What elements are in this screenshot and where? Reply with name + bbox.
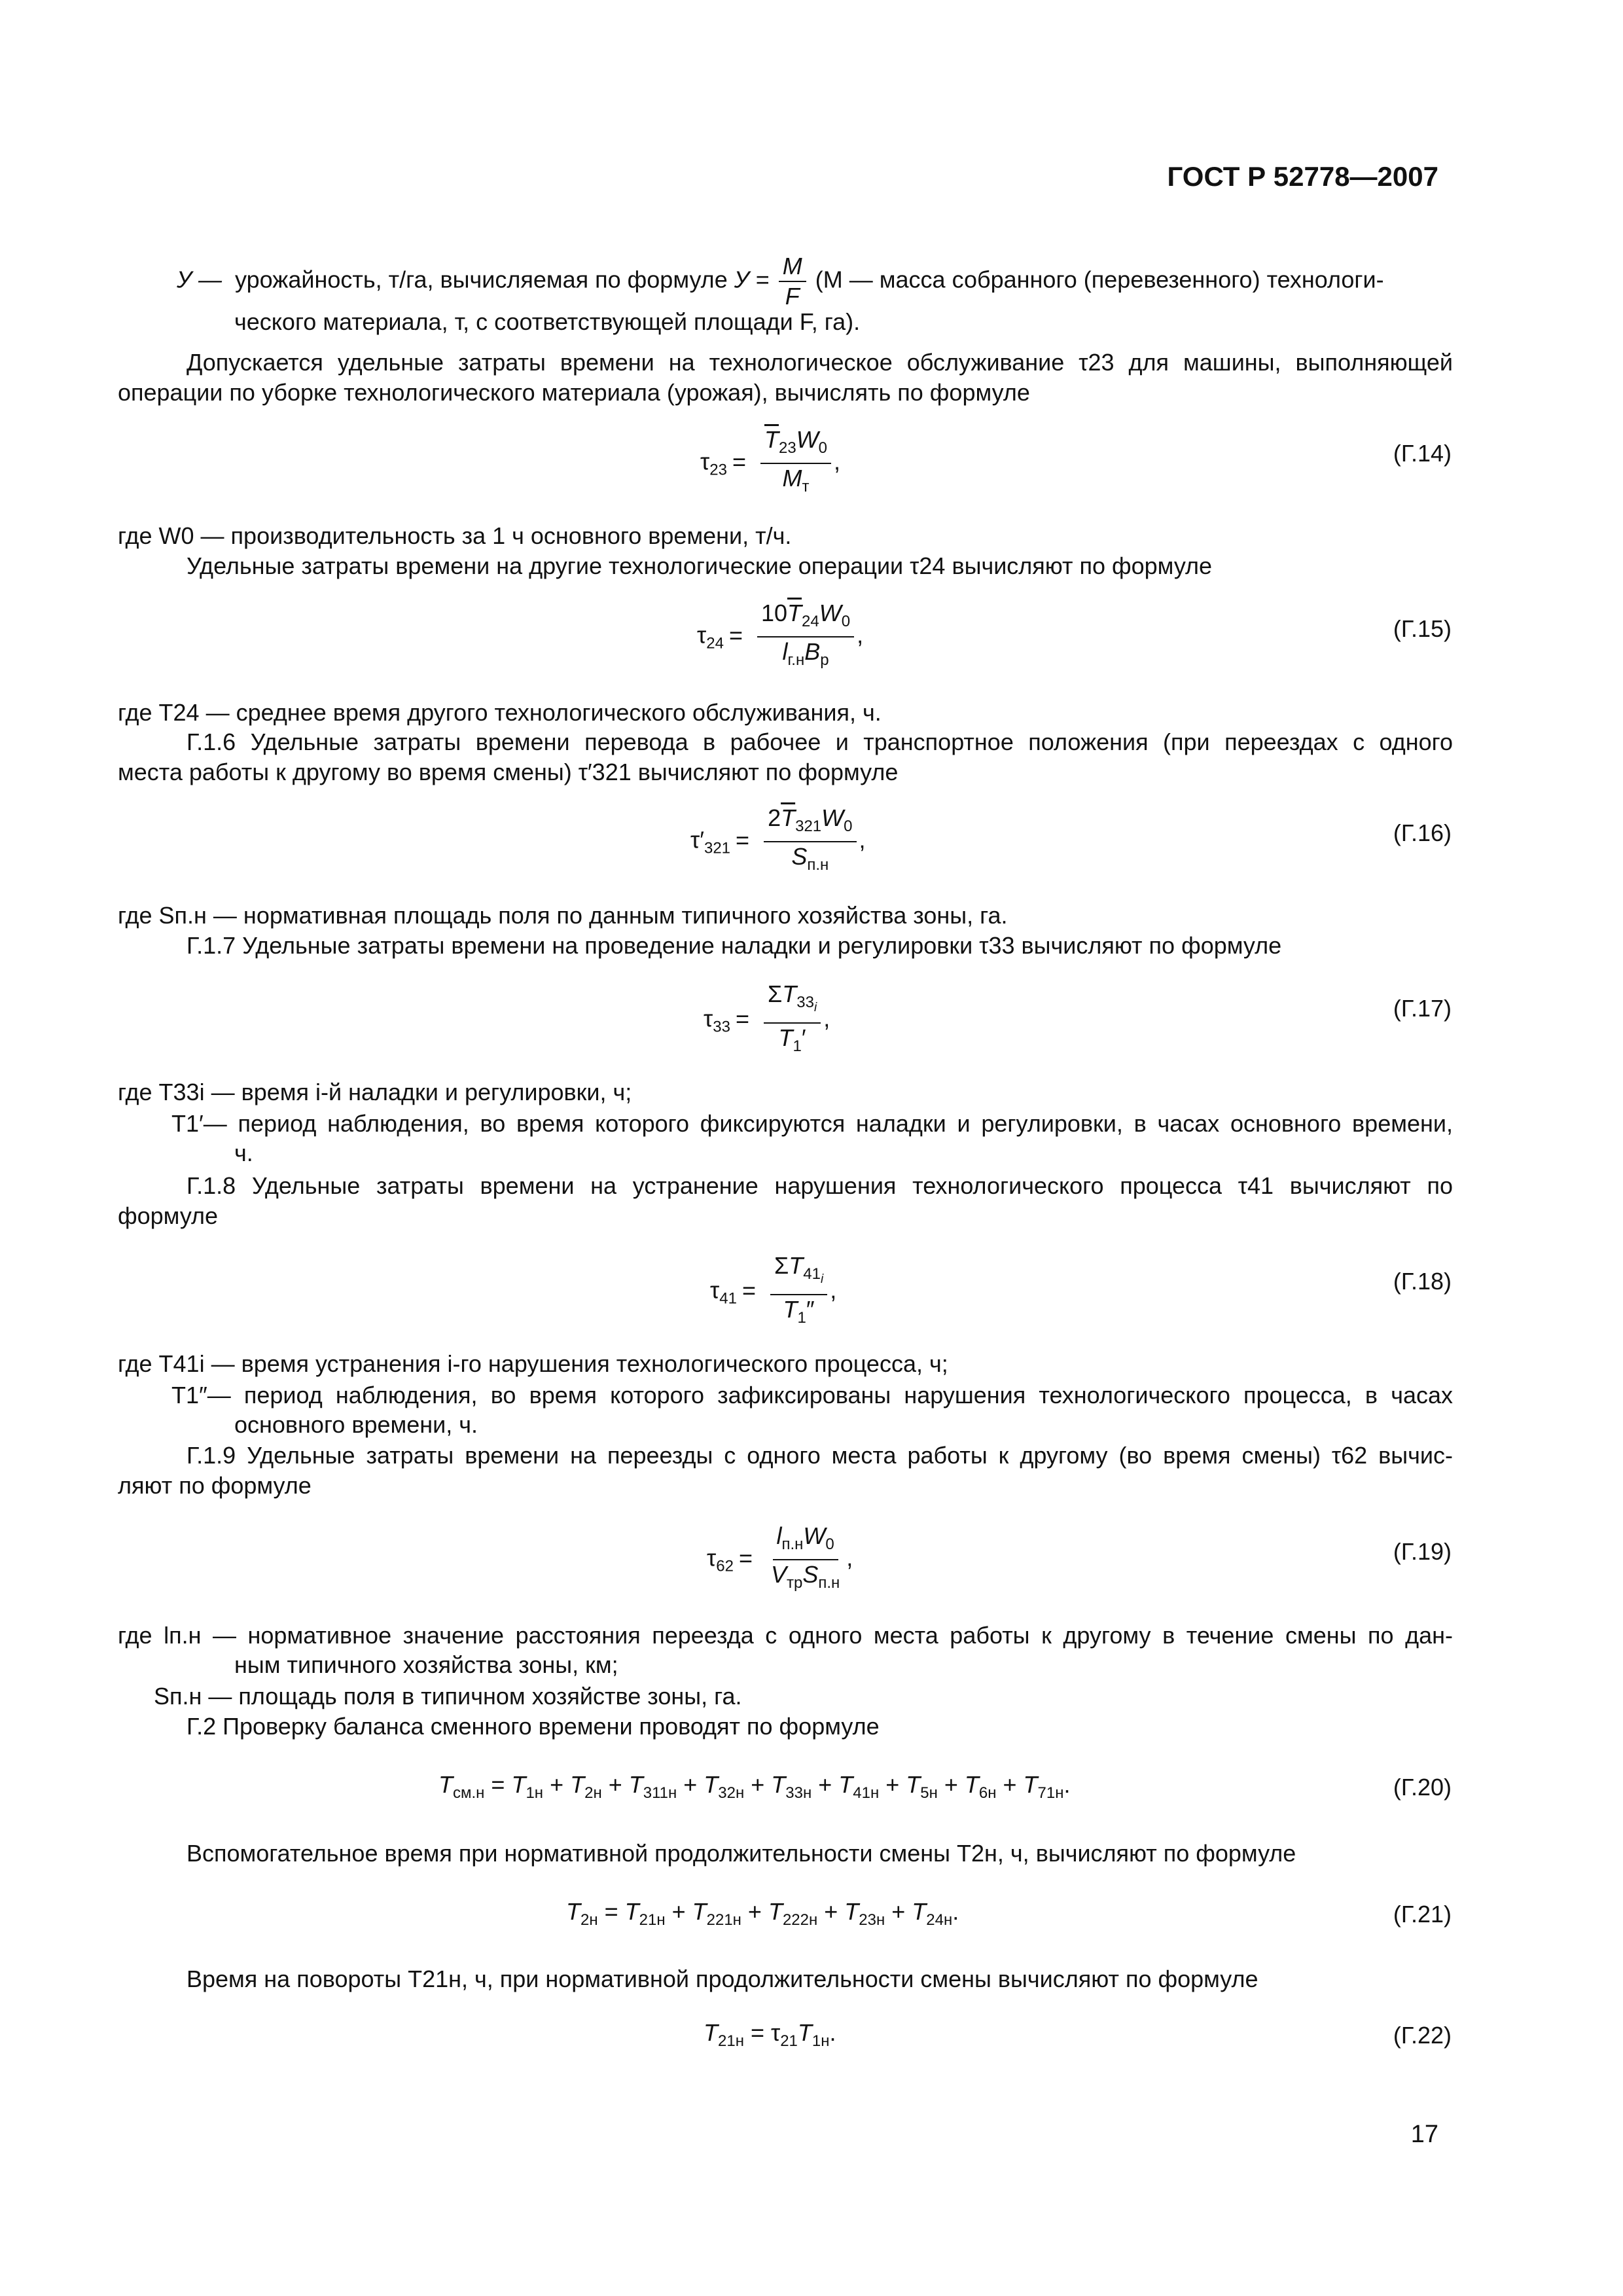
formula-number: (Г.15): [1393, 615, 1452, 642]
paragraph-line: T1′— период наблюдения, во время которого фиксируются наладки и регулировки, в часах основного времени,: [171, 1110, 1453, 1137]
term-y: У —: [177, 266, 223, 293]
formula-g14: $\tau_{23}$ = $\frac{\overline{T}_{23}W_0}{M_т}$ ,: [700, 426, 841, 495]
paragraph-line: ч.: [234, 1139, 253, 1166]
formula-number: (Г.14): [1393, 440, 1452, 467]
paragraph-line: Г.1.8 Удельные затраты времени на устранение нарушения технологического процесса τ41 вычисляют по: [187, 1172, 1453, 1199]
formula-g21: $T_{2н} = T_{21н} + T_{221н} + T_{222н} + T_{23н} + T_{24н}$.: [566, 1898, 959, 1929]
paragraph-line: Г.1.7 Удельные затраты времени на проведение наладки и регулировки τ33 вычисляют по формуле: [187, 932, 1282, 959]
text-fragment: урожайность, т/га, вычисляемая по формуле: [235, 266, 728, 293]
paragraph-line: где lп.н — нормативное значение расстояния переезда с одного места работы к другому в течение смены по дан-: [118, 1622, 1453, 1649]
formula-g22: $T_{21н} = \tau_{21}T_{1н}$.: [704, 2019, 836, 2050]
paragraph-line: ляют по формуле: [118, 1472, 312, 1499]
paragraph-line: Sп.н — площадь поля в типичном хозяйстве зоны, га.: [154, 1683, 742, 1710]
paragraph-line: Г.1.9 Удельные затраты времени на переезды с одного места работы к другому (во время смены) τ62 вычис-: [187, 1442, 1453, 1469]
paragraph-line: Удельные затраты времени на другие технологические операции τ24 вычисляют по формуле: [187, 552, 1213, 579]
formula-g15: $\tau_{24}$ = $\frac{10\overline{T}_{24}W_0}{l_{г.н}B_р}$ ,: [697, 600, 864, 669]
text-fragment: (М — масса собранного (перевезенного) технологи-: [815, 266, 1384, 293]
paragraph-line: где Sп.н — нормативная площадь поля по данным типичного хозяйства зоны, га.: [118, 902, 1008, 929]
paragraph-line: места работы к другому во время смены) τ′321 вычисляют по формуле: [118, 759, 899, 785]
formula-number: (Г.21): [1393, 1901, 1452, 1928]
paragraph-line: Г.1.6 Удельные затраты времени перевода в рабочее и транспортное положения (при переездах с одного: [187, 728, 1453, 755]
paragraph-line: Г.2 Проверку баланса сменного времени проводят по формуле: [187, 1713, 880, 1740]
formula-g18: $\tau_{41}$ = $\frac{\Sigma T_{41_i}}{T_1''}$ ,: [710, 1252, 837, 1327]
paragraph-line: Время на повороты T21н, ч, при нормативной продолжительности смены вычисляют по формуле: [187, 1965, 1258, 1992]
formula-g19: $\tau_{62}$ = $\frac{l_{п.н}W_0}{V_{тр}S_{п.н}}$ ,: [707, 1522, 853, 1592]
paragraph-line: формуле: [118, 1202, 219, 1229]
paragraph-line: где T33i — время i-й наладки и регулировки, ч;: [118, 1079, 632, 1105]
page-number: 17: [1410, 2121, 1438, 2148]
document-header: ГОСТ Р 52778—2007: [1167, 161, 1438, 192]
paragraph-line: Вспомогательное время при нормативной продолжительности смены T2н, ч, вычисляют по формуле: [187, 1840, 1296, 1867]
definition-yield: У — урожайность, т/га, вычисляемая по формуле У = $\frac{M}{F}$ (М — масса собранного (перевезенного) технологи-: [177, 253, 1384, 310]
formula-g20: $T_{см.н} = T_{1н} + T_{2н} + T_{311н} + T_{32н} + T_{33н} + T_{41н} + T_{5н} + T_{6н} + T_{71н}$.: [438, 1771, 1071, 1802]
fraction-m-over-f: $\frac{M}{F}$: [779, 252, 806, 311]
formula-g17: $\tau_{33}$ = $\frac{\Sigma T_{33_i}}{T_1'}$ ,: [704, 980, 830, 1055]
paragraph-line: где T24 — среднее время другого технологического обслуживания, ч.: [118, 699, 882, 726]
formula-number: (Г.17): [1393, 995, 1452, 1022]
paragraph-line: где T41i — время устранения i-го нарушения технологического процесса, ч;: [118, 1350, 948, 1377]
formula-g16: $\tau'_{321}$ = $\frac{2\overline{T}_{321}W_0}{S_{п.н}}$ ,: [690, 804, 866, 874]
paragraph-line: T1″— период наблюдения, во время которого зафиксированы нарушения технологического процесса, в часах: [171, 1382, 1453, 1408]
paragraph-line: основного времени, ч.: [234, 1411, 478, 1438]
paragraph-line: операции по уборке технологического материала (урожая), вычислять по формуле: [118, 379, 1030, 406]
formula-number: (Г.18): [1393, 1268, 1452, 1295]
formula-number: (Г.20): [1393, 1774, 1452, 1801]
formula-number: (Г.22): [1393, 2022, 1452, 2049]
paragraph-line: ным типичного хозяйства зоны, км;: [234, 1651, 618, 1678]
formula-number: (Г.19): [1393, 1538, 1452, 1565]
paragraph-line: где W0 — производительность за 1 ч основного времени, т/ч.: [118, 522, 792, 549]
text-line: ческого материала, т, с соответствующей площади F, га).: [234, 308, 861, 335]
formula-number: (Г.16): [1393, 819, 1452, 846]
paragraph-line: Допускается удельные затраты времени на технологическое обслуживание τ23 для машины, выполняющей: [187, 349, 1453, 376]
